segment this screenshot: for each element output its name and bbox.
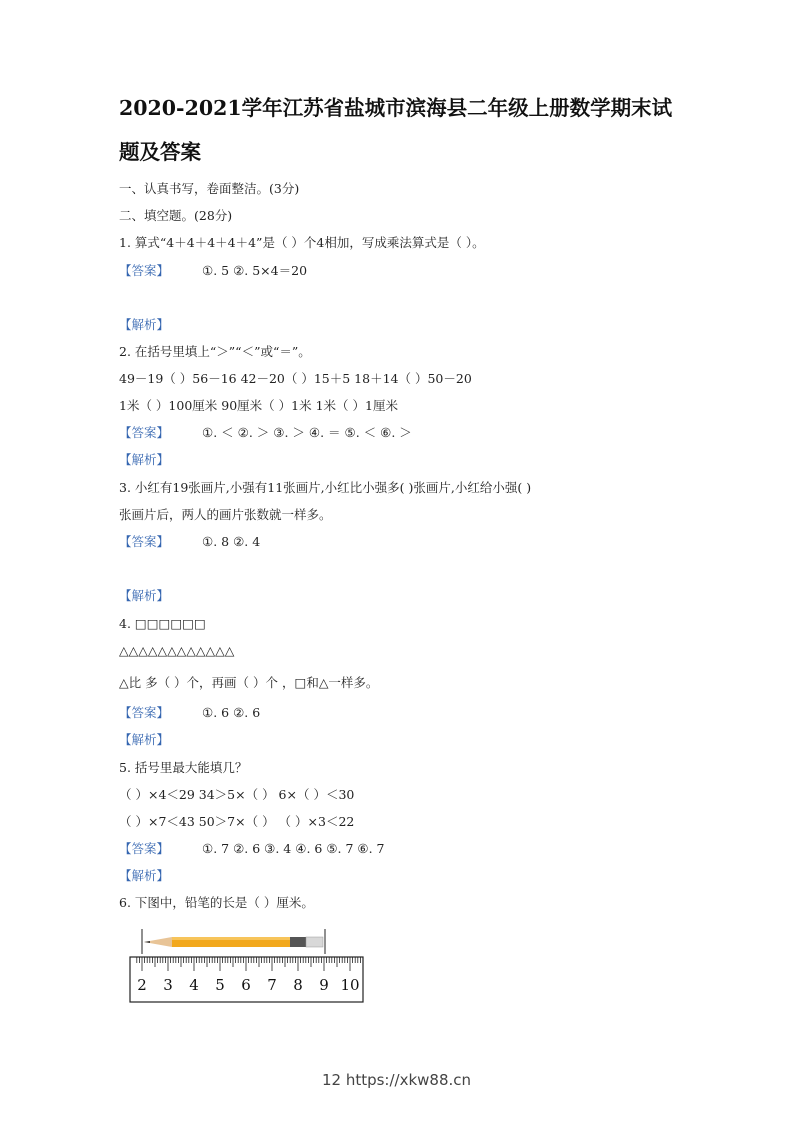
question-2-row-1: 49－19（ ）56－16 42－20（ ）15＋5 18＋14（ ）50－20 xyxy=(119,371,472,386)
answer-2: ①. ＜ ②. ＞ ③. ＞ ④. ＝ ⑤. ＜ ⑥. ＞ xyxy=(202,425,412,440)
question-6: 6. 下图中，铅笔的长是（ ）厘米。 xyxy=(119,895,314,910)
ruler-number: 2 xyxy=(137,976,147,994)
ruler-number: 5 xyxy=(215,976,225,994)
ruler-number: 6 xyxy=(241,976,251,994)
ruler-number: 3 xyxy=(163,976,173,994)
question-4: 4. □□□□□□ xyxy=(119,616,206,631)
explanation-label: 【解析】 xyxy=(119,452,170,467)
ruler-number: 9 xyxy=(319,976,329,994)
answer-1: ①. 5 ②. 5×4＝20 xyxy=(202,263,308,278)
title-line-1: 2020-2021学年江苏省盐城市滨海县二年级上册数学期末试 xyxy=(119,96,673,120)
section-1-heading: 一、认真书写，卷面整洁。(3分) xyxy=(119,181,300,196)
ruler-number: 4 xyxy=(189,976,199,994)
answer-label: 【答案】 xyxy=(119,534,170,549)
explanation-label: 【解析】 xyxy=(119,732,170,747)
pencil-ruler-figure xyxy=(128,926,368,1006)
question-2-row-2: 1米（ ）100厘米 90厘米（ ）1米 1米（ ）1厘米 xyxy=(119,398,398,413)
ruler-svg xyxy=(128,926,368,1006)
question-4-line-3: △比 多（ ）个，再画（ ）个 ，□和△一样多。 xyxy=(119,675,379,690)
answer-label: 【答案】 xyxy=(119,425,170,440)
question-2: 2. 在括号里填上“＞”“＜”或“＝”。 xyxy=(119,344,311,359)
page-footer: 12 https://xkw88.cn xyxy=(321,1071,472,1089)
ruler-number: 10 xyxy=(340,976,360,994)
answer-4: ①. 6 ②. 6 xyxy=(202,705,261,720)
explanation-label: 【解析】 xyxy=(119,868,170,883)
explanation-label: 【解析】 xyxy=(119,588,170,603)
question-5: 5. 括号里最大能填几？ xyxy=(119,760,248,775)
title-line-2: 题及答案 xyxy=(119,140,201,164)
explanation-label: 【解析】 xyxy=(119,317,170,332)
question-5-row-1: （ ）×4＜29 34＞5×（ ） 6×（ ）＜30 xyxy=(119,787,355,802)
answer-3: ①. 8 ②. 4 xyxy=(202,534,261,549)
question-5-row-2: （ ）×7＜43 50＞7×（ ） （ ）×3＜22 xyxy=(119,814,355,829)
ruler-number: 7 xyxy=(267,976,277,994)
answer-label: 【答案】 xyxy=(119,841,170,856)
question-3-line-2: 张画片后，两人的画片张数就一样多。 xyxy=(119,507,332,522)
question-3-line-1: 3. 小红有19张画片,小强有11张画片,小红比小强多( )张画片,小红给小强( ) xyxy=(119,480,532,495)
pencil-icon xyxy=(144,937,323,947)
answer-label: 【答案】 xyxy=(119,263,170,278)
question-4-triangles: △△△△△△△△△△△△ xyxy=(119,643,235,658)
section-2-heading: 二、填空题。(28分) xyxy=(119,208,233,223)
ruler-numbers xyxy=(137,976,359,994)
answer-5: ①. 7 ②. 6 ③. 4 ④. 6 ⑤. 7 ⑥. 7 xyxy=(202,841,385,856)
ruler-number: 8 xyxy=(293,976,303,994)
answer-label: 【答案】 xyxy=(119,705,170,720)
question-1: 1. 算式“4＋4＋4＋4＋4”是（ ）个4相加，写成乘法算式是（ ）。 xyxy=(119,235,485,250)
